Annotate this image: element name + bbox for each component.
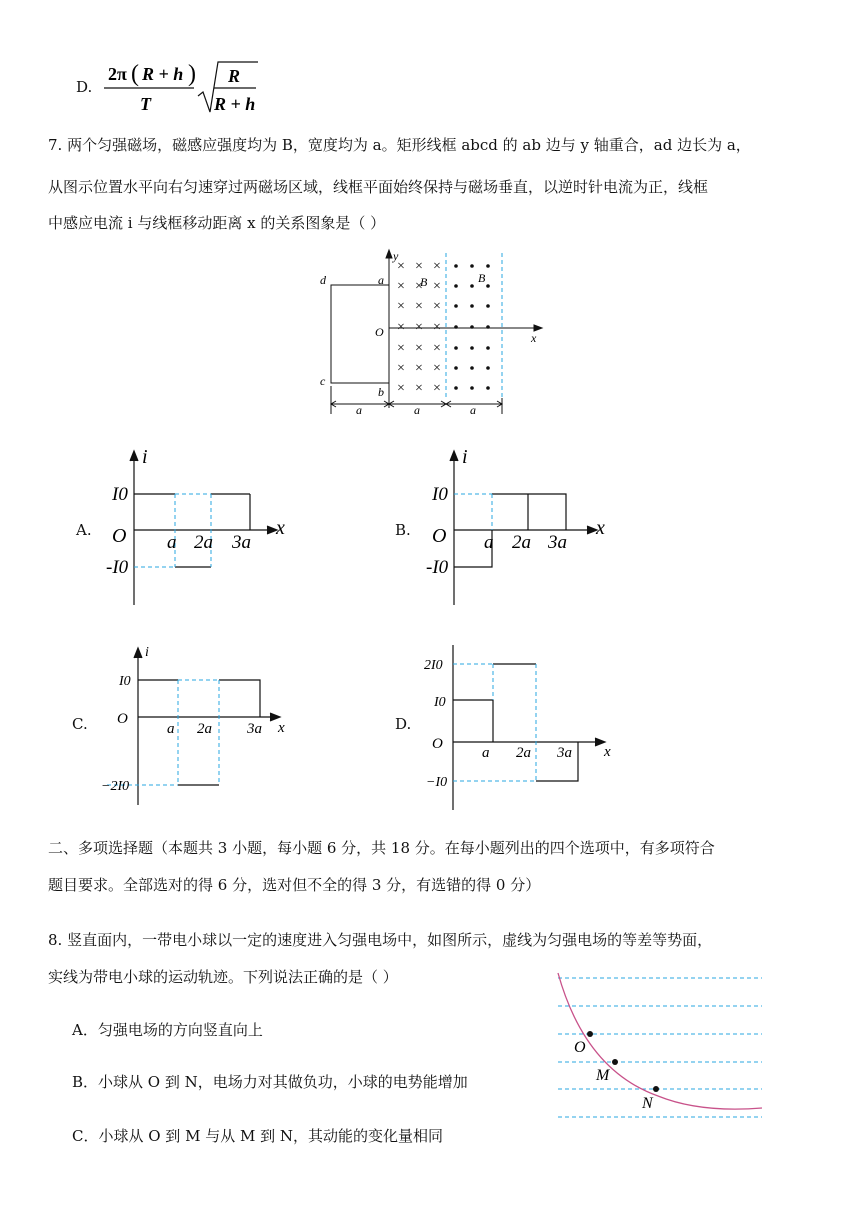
numerator-inner: R + h: [142, 64, 184, 84]
cross-mark: ×: [433, 361, 441, 376]
svg-text:-I0: -I0: [106, 557, 129, 578]
svg-text:d: d: [320, 273, 326, 287]
svg-text:a: a: [414, 403, 420, 417]
cross-mark: ×: [433, 320, 441, 335]
q7-option-a-graph[interactable]: [100, 445, 300, 615]
q8-figure: [550, 970, 780, 1130]
q8-option-a[interactable]: A．匀强电场的方向竖直向上: [72, 1021, 263, 1039]
cross-mark: ×: [397, 279, 405, 294]
cross-mark: ×: [397, 361, 405, 376]
dot-mark: [486, 366, 490, 370]
svg-text:a: a: [484, 532, 494, 553]
cross-mark: ×: [397, 320, 405, 335]
svg-text:I0: I0: [432, 484, 448, 505]
svg-text:2a: 2a: [516, 745, 531, 761]
svg-text:O: O: [112, 525, 127, 547]
svg-text:−I0: −I0: [426, 775, 448, 790]
svg-text:B: B: [420, 275, 428, 289]
svg-text:B: B: [478, 271, 486, 285]
svg-text:y: y: [393, 249, 399, 263]
svg-text:(: (: [131, 61, 139, 87]
q7-option-d-graph[interactable]: [420, 645, 630, 815]
svg-text:−2I0: −2I0: [101, 779, 130, 794]
dot-mark: [454, 284, 458, 288]
cross-mark: ×: [397, 381, 405, 396]
q7-option-a-label[interactable]: A.: [76, 521, 92, 539]
svg-text:a: a: [167, 721, 175, 737]
svg-text:I0: I0: [119, 674, 131, 689]
svg-text:i: i: [462, 446, 468, 468]
cross-mark: ×: [433, 279, 441, 294]
svg-text:b: b: [378, 385, 384, 399]
dot-mark: [454, 366, 458, 370]
svg-text:x: x: [596, 517, 605, 539]
svg-text:O: O: [432, 736, 443, 752]
q7-option-c-graph[interactable]: [95, 640, 295, 810]
cross-mark: ×: [415, 361, 423, 376]
numerator-coef: 2π: [108, 64, 127, 84]
svg-text:i: i: [145, 645, 149, 660]
dot-mark: [486, 346, 490, 350]
dot-mark: [470, 386, 474, 390]
cross-mark: ×: [433, 259, 441, 274]
q7-line-3: 中感应电流 i 与线框移动距离 x 的关系图象是（ ）: [48, 214, 386, 232]
dot-mark: [486, 386, 490, 390]
cross-mark: ×: [415, 341, 423, 356]
svg-text:I0: I0: [112, 484, 128, 505]
svg-text:i: i: [142, 446, 148, 468]
radical-denominator: R + h: [214, 94, 256, 114]
denominator: T: [140, 94, 151, 114]
dot-mark: [470, 366, 474, 370]
q8-line-2: 实线为带电小球的运动轨迹。下列说法正确的是（ ）: [48, 968, 398, 986]
cross-mark: ×: [397, 299, 405, 314]
svg-text:c: c: [320, 374, 326, 388]
cross-mark: ×: [415, 320, 423, 335]
svg-text:x: x: [276, 517, 285, 539]
svg-text:I0: I0: [434, 695, 446, 710]
svg-text:3a: 3a: [232, 532, 251, 553]
cross-mark: ×: [415, 381, 423, 396]
radical-numerator: R: [228, 66, 241, 86]
cross-field: [397, 259, 441, 396]
dot-mark: [470, 284, 474, 288]
q7-option-d-label[interactable]: D.: [395, 715, 412, 733]
svg-text:a: a: [470, 403, 476, 417]
dot-mark: [470, 325, 474, 329]
point-m: [612, 1059, 618, 1065]
dot-mark: [470, 264, 474, 268]
dot-mark: [486, 304, 490, 308]
svg-text:2a: 2a: [194, 532, 213, 553]
svg-text:O: O: [375, 325, 384, 339]
svg-text:M: M: [596, 1067, 610, 1084]
q8-option-b[interactable]: B．小球从 O 到 N，电场力对其做负功，小球的电势能增加: [72, 1073, 468, 1091]
q7-option-b-label[interactable]: B.: [395, 521, 411, 539]
cross-mark: ×: [415, 279, 423, 294]
svg-text:3a: 3a: [557, 745, 572, 761]
q6-option-d-label: D.: [76, 78, 93, 96]
point-n: [653, 1086, 659, 1092]
dot-mark: [486, 325, 490, 329]
svg-text:O: O: [117, 711, 128, 727]
dot-mark: [470, 346, 474, 350]
dot-mark: [486, 284, 490, 288]
svg-text:2I0: 2I0: [424, 658, 443, 673]
cross-mark: ×: [433, 381, 441, 396]
svg-text:a: a: [378, 273, 384, 287]
q8-line-1: 8. 竖直面内，一带电小球以一定的速度进入匀强电场中，如图所示，虚线为匀强电场的等差等势面，: [48, 931, 713, 949]
svg-text:2a: 2a: [512, 532, 531, 553]
q7-line-2: 从图示位置水平向右匀速穿过两磁场区域，线框平面始终保持与磁场垂直，以逆时针电流为正，线框: [48, 178, 709, 196]
section2-line-2: 题目要求。全部选对的得 6 分，选对但不全的得 3 分，有选错的得 0 分）: [48, 876, 541, 894]
svg-text:a: a: [482, 745, 490, 761]
q7-line-1: 7. 两个匀强磁场，磁感应强度均为 B，宽度均为 a。矩形线框 abcd 的 ab 边与 y 轴重合，ad 边长为 a，: [48, 136, 751, 154]
svg-text:O: O: [574, 1039, 586, 1056]
svg-text:x: x: [604, 744, 611, 760]
svg-text:N: N: [642, 1095, 653, 1112]
svg-text:-I0: -I0: [426, 557, 449, 578]
cross-mark: ×: [433, 341, 441, 356]
svg-text:2a: 2a: [197, 721, 212, 737]
dot-mark: [454, 346, 458, 350]
cross-mark: ×: [415, 299, 423, 314]
cross-mark: ×: [397, 341, 405, 356]
dot-mark: [454, 304, 458, 308]
svg-text:a: a: [356, 403, 362, 417]
svg-text:a: a: [167, 532, 177, 553]
svg-text:x: x: [531, 331, 537, 345]
dot-mark: [470, 304, 474, 308]
svg-text:3a: 3a: [247, 721, 262, 737]
q7-option-b-graph[interactable]: [420, 445, 620, 615]
dot-mark: [454, 386, 458, 390]
cross-mark: ×: [433, 299, 441, 314]
dot-mark: [486, 264, 490, 268]
cross-mark: ×: [415, 259, 423, 274]
svg-text:): ): [188, 61, 196, 87]
q8-option-c[interactable]: C．小球从 O 到 M 与从 M 到 N，其动能的变化量相同: [72, 1127, 443, 1145]
point-o: [587, 1031, 593, 1037]
svg-text:3a: 3a: [548, 532, 567, 553]
q7-field-figure: [316, 248, 556, 418]
dot-mark: [454, 325, 458, 329]
section2-line-1: 二、多项选择题（本题共 3 小题，每小题 6 分，共 18 分。在每小题列出的四个选项中，有多项符合: [48, 839, 715, 857]
svg-text:O: O: [432, 525, 447, 547]
cross-mark: ×: [397, 259, 405, 274]
svg-text:x: x: [278, 720, 285, 736]
q6-option-d-formula: [100, 56, 300, 116]
q7-option-c-label[interactable]: C.: [72, 715, 88, 733]
dot-mark: [454, 264, 458, 268]
